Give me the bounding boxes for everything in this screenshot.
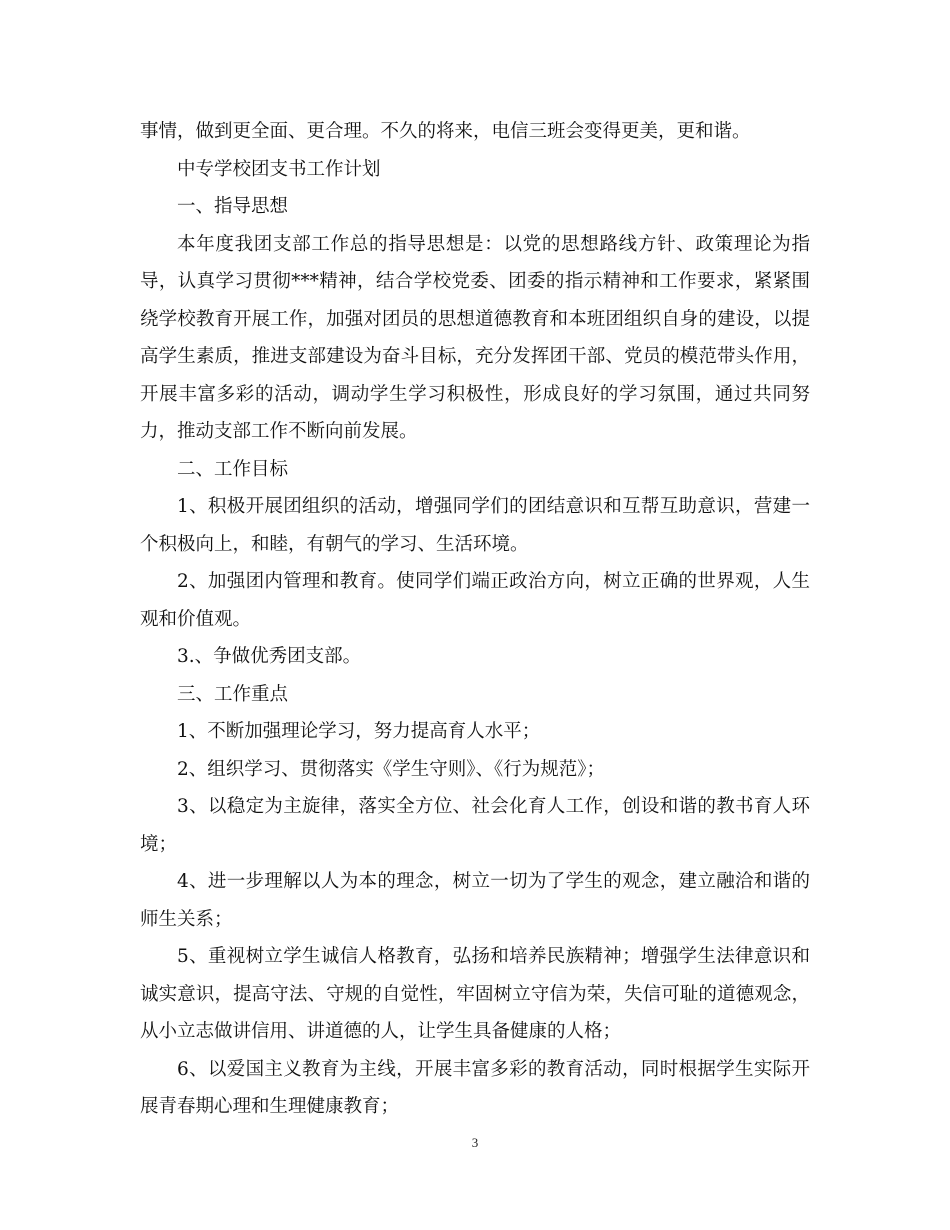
list-item: 3.、争做优秀团支部。 [177,646,362,667]
paragraph: 本年度我团支部工作总的指导思想是：以党的思想路线方针、政策理论为指导，认真学习贯彻***精神，结合学校党委、团委的指示精神和工作要求，紧紧围绕学校教育开展工作，加强对团员的思想道德教育和本班团组织自身的建设，以提高学生素质，推进支部建设为奋斗目标，充分发挥团干部、党员的模范带头作用，开展丰富多彩的活动，调动学生学习积极性，形成良好的学习氛围，通过共同努力，推动支部工作不断向前发展。 [140,233,810,442]
document-heading: 中专学校团支书工作计划 [177,158,381,180]
paragraph: 事情，做到更全面、更合理。不久的将来，电信三班会变得更美，更和谐。 [140,121,751,142]
list-item: 3、以稳定为主旋律，落实全方位、社会化育人工作，创设和谐的教书育人环境； [140,796,810,855]
page-number: 3 [471,1135,479,1150]
document-body [140,113,810,1126]
list-item: 2、加强团内管理和教育。使同学们端正政治方向，树立正确的世界观，人生观和价值观。 [140,571,810,630]
list-item: 4、进一步理解以人为本的理念，树立一切为了学生的观念，建立融洽和谐的师生关系； [140,871,810,930]
list-item: 6、以爱国主义教育为主线，开展丰富多彩的教育活动，同时根据学生实际开展青春期心理和生理健康教育； [140,1058,810,1117]
list-item: 1、积极开展团组织的活动，增强同学们的团结意识和互帮互助意识，营建一个积极向上，和睦，有朝气的学习、生活环境。 [140,496,810,555]
list-item: 2、组织学习、贯彻落实《学生守则》、《行为规范》； [177,758,606,780]
list-item: 5、重视树立学生诚信人格教育，弘扬和培养民族精神；增强学生法律意识和诚实意识，提高守法、守规的自觉性，牢固树立守信为荣，失信可耻的道德观念，从小立志做讲信用、讲道德的人，让学生具备健康的人格； [140,946,810,1042]
section-heading: 二、工作目标 [177,458,289,480]
list-item: 1、不断加强理论学习，努力提高育人水平； [177,721,541,742]
section-heading: 三、工作重点 [177,683,289,705]
section-heading: 一、指导思想 [177,196,289,217]
